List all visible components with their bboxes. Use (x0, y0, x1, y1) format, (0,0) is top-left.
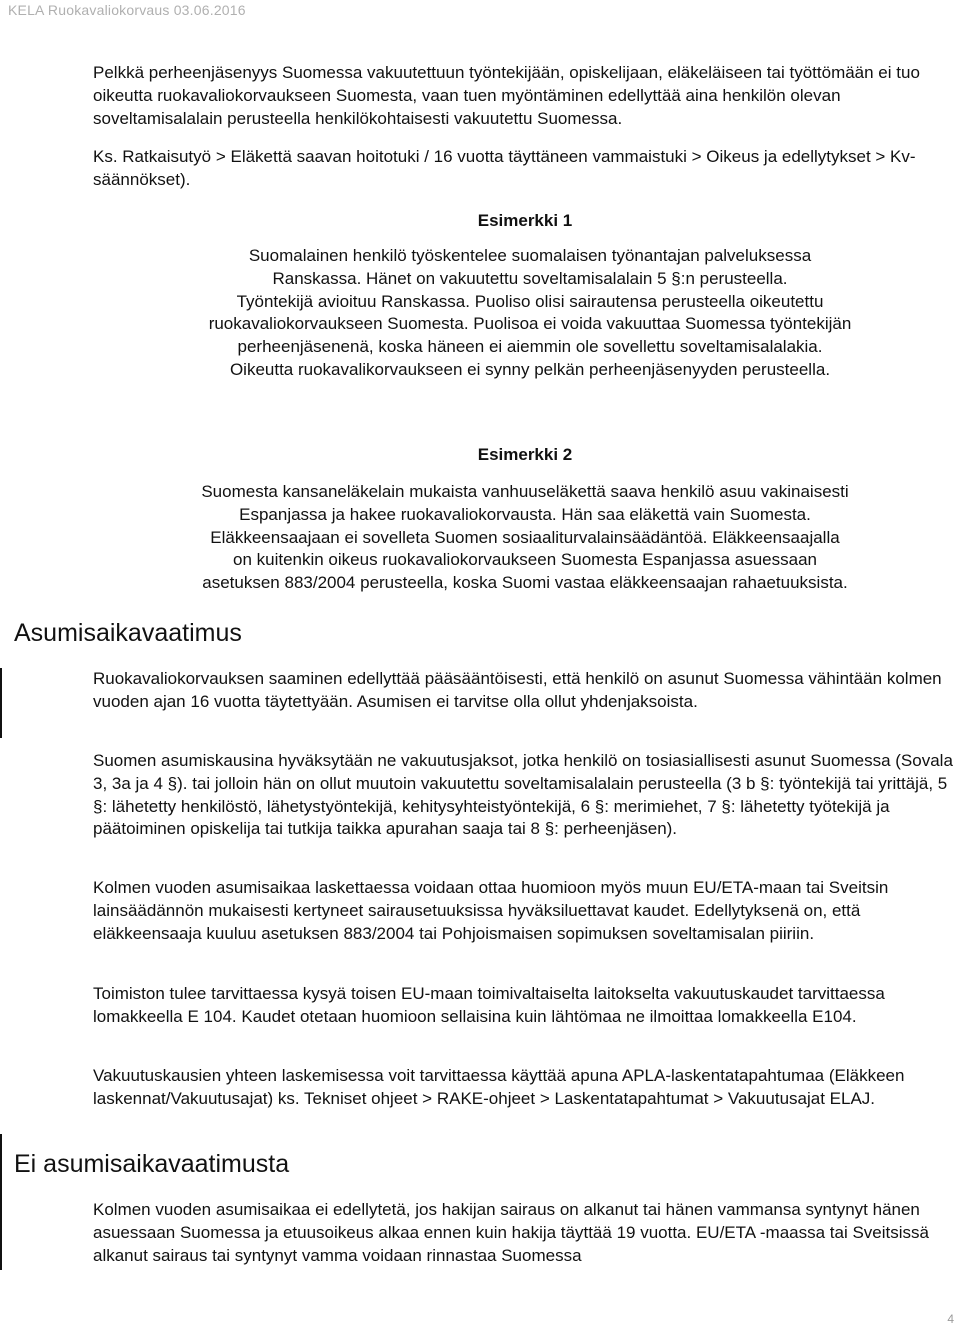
paragraph-asumisaika-3: Kolmen vuoden asumisaikaa laskettaessa voidaan ottaa huomioon myös muun EU/ETA-maan tai Sveitsin lainsäädännön mukaisesti kertyneet sairausetuuksissa hyväksiluettavat kaudet. Edellytyksenä on, että eläkkeensaaja kuuluu asetuksen 883/2004 tai Pohjoismaisen sopimuksen soveltamisalan piiriin. (93, 878, 889, 943)
paragraph-asumisaika-4: Toimiston tulee tarvittaessa kysyä toisen EU-maan toimivaltaiselta laitokselta vakuutuskaudet tarvittaessa lomakkeella E 104. Kaudet otetaan huomioon sellaisina kuin lähtömaa ne ilmoittaa lomakkeella E104. (93, 984, 885, 1026)
example-2-line: asetuksen 883/2004 perusteella, koska Suomi vastaa eläkkeensaajan rahaetuuksista. (202, 573, 848, 593)
example-1-line: Oikeutta ruokavalikorvaukseen ei synny pelkän perheenjäsenyyden perusteella. (229, 359, 831, 379)
paragraph-asumisaika-2: Suomen asumiskausina hyväksytään ne vakuutusjaksot, jotka henkilö on tosiasiallisesti asunut Suomessa (Sovala 3, 3a ja 4 §). tai jolloin hän on ollut muutoin vakuutettu soveltamisalalain perusteella (3 b §: työntekijä tai yrittäjä, 5 §: lähetetty henkilöstö, lähetystyöntekijä, kehitysyhteistyöntekijä, 6 §: merimiehet, 7 §: lähetetty työtekijä ja päätoiminen opiskelija tai tutkija taikka apurahan saaja tai 8 §: perheenjäsen). (93, 751, 953, 839)
example-1-title: Esimerkki 1 (477, 211, 573, 230)
example-2-body (120, 481, 930, 595)
paragraph-asumisaika-5: Vakuutuskausien yhteen laskemisessa voit tarvittaessa käyttää apuna APLA-laskentatapahtumaa (Eläkkeen laskennat/Vakuutusajat) ks. Tekniset ohjeet > RAKE-ohjeet > Laskentatapahtumat > Vakuutusajat ELAJ. (93, 1066, 905, 1108)
example-1-line: Suomalainen henkilö työskentelee suomalaisen työnantajan palveluksessa (248, 246, 812, 265)
change-bar (0, 1134, 2, 1270)
paragraph-asumisaika-1: Ruokavaliokorvauksen saaminen edellyttää pääsääntöisesti, että henkilö on asunut Suomessa vähintään kolmen vuoden ajan 16 vuotta täytettyään. Asumisen ei tarvitse olla ollut yhdenjaksoista. (93, 669, 942, 711)
running-header: KELA Ruokavaliokorvaus 03.06.2016 (8, 2, 246, 18)
example-1-line: perheenjäsenenä, koska häneen ei aiemmin ole sovellettu soveltamisalalakia. (237, 337, 823, 357)
paragraph-reference: Ks. Ratkaisutyö > Eläkettä saavan hoitotuki / 16 vuotta täyttäneen vammaistuki > Oikeus ja edellytykset > Kv-säännökset). (93, 147, 916, 189)
change-bar (0, 668, 2, 738)
example-2-line: on kuitenkin oikeus ruokavaliokorvaukseen Suomesta Espanjassa asuessaan (232, 550, 818, 570)
section-heading-ei-asumisaikavaatimusta: Ei asumisaikavaatimusta (14, 1150, 290, 1178)
example-2-line: Eläkkeensaajaan ei sovelleta Suomen sosiaaliturvalainsäädäntöä. Eläkkeensaajalla (210, 527, 840, 547)
example-2-title: Esimerkki 2 (477, 445, 573, 464)
example-2-line: Suomesta kansaneläkelain mukaista vanhuuseläkettä saava henkilö asuu vakinaisesti (201, 482, 849, 501)
paragraph-ei-asumisaika-1: Kolmen vuoden asumisaikaa ei edellytetä, jos hakijan sairaus on alkanut tai hänen vammansa syntynyt hänen asuessaan Suomessa ja etuusoikeus alkaa ennen kuin hakija täyttää 19 vuotta. EU/ETA -maassa tai Sveitsissä alkanut sairaus tai syntynyt vamma voidaan rinnastaa Suomessa (93, 1200, 929, 1265)
example-1-line: ruokavaliokorvaukseen Suomesta. Puolisoa ei voida vakuuttaa Suomessa työntekijän (208, 314, 852, 334)
paragraph-perheenjasenyys: Pelkkä perheenjäsenyys Suomessa vakuutettuun työntekijään, opiskelijaan, eläkeläiseen tai työttömään ei tuo oikeutta ruokavaliokorvaukseen Suomesta, vaan tuen myöntäminen edellyttää aina henkilön olevan soveltamisalalain perusteella henkilökohtaisesti vakuutettu Suomessa. (93, 63, 920, 128)
example-1-line: Ranskassa. Hänet on vakuutettu soveltamisalalain 5 §:n perusteella. (272, 268, 788, 288)
section-heading-asumisaikavaatimus: Asumisaikavaatimus (14, 619, 242, 647)
example-1-line: Työntekijä avioituu Ranskassa. Puoliso olisi sairautensa perusteella oikeutettu (236, 291, 824, 311)
page-number: 4 (947, 1312, 954, 1326)
example-1-body (140, 245, 920, 382)
example-2-line: Espanjassa ja hakee ruokavaliokorvausta. Hän saa eläkettä vain Suomesta. (239, 504, 811, 524)
